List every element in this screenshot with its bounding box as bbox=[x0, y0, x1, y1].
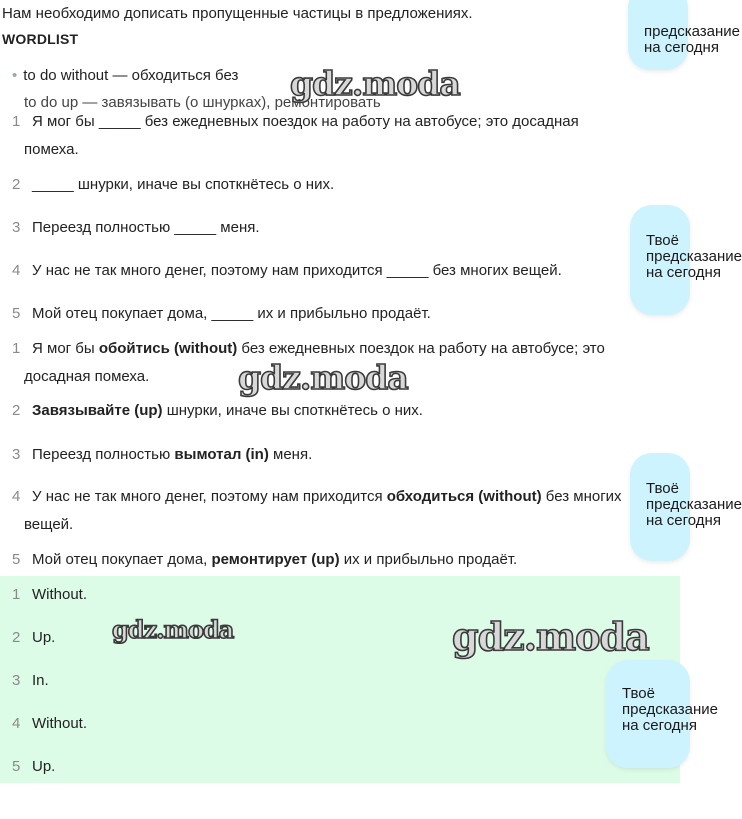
question-row: 2 _____ шнурки, иначе вы споткнётесь о них. bbox=[12, 176, 335, 193]
filled-row: 5 Мой отец покупает дома, ремонтирует (up) их и прибыльно продаёт. bbox=[12, 551, 518, 568]
watermark-logo: gdz.moda bbox=[238, 358, 408, 397]
bullet-icon: • bbox=[12, 67, 18, 84]
watermark-logo: gdz.moda bbox=[452, 614, 649, 659]
promo-bubble[interactable]: Твоё предсказание на сегодня bbox=[606, 660, 690, 768]
promo-bubble[interactable]: Твоё предсказание на сегодня bbox=[630, 453, 690, 561]
wordlist-title: WORDLIST bbox=[2, 31, 79, 47]
question-row: 5 Мой отец покупает дома, _____ их и прибыльно продаёт. bbox=[12, 305, 431, 322]
answer-row: 4 Without. bbox=[12, 715, 88, 732]
watermark-logo: gdz.moda bbox=[112, 615, 234, 644]
watermark-logo: gdz.moda bbox=[290, 64, 460, 103]
answer-row: 1 Without. bbox=[12, 586, 88, 603]
filled-row: 3 Переезд полностью вымотал (in) меня. bbox=[12, 446, 313, 463]
task-description: Нам необходимо дописать пропущенные частицы в предложениях. bbox=[2, 5, 473, 22]
answer-row: 5 Up. bbox=[12, 758, 56, 775]
promo-bubble[interactable]: Твоё предсказание на сегодня bbox=[630, 205, 690, 315]
answers-panel bbox=[0, 576, 680, 783]
wordlist-item: • to do without — обходиться без bbox=[12, 67, 239, 84]
wordlist-item-clipped: to do up — завязывать (о шнурках), ремонтировать bbox=[24, 94, 381, 111]
question-row: 4 У нас не так много денег, поэтому нам приходится _____ без многих вещей. bbox=[12, 262, 562, 279]
answer-row: 3 In. bbox=[12, 672, 49, 689]
answer-row: 2 Up. bbox=[12, 629, 56, 646]
question-row: 3 Переезд полностью _____ меня. bbox=[12, 219, 260, 236]
filled-row: 2 Завязывайте (up) шнурки, иначе вы споткнётесь о них. bbox=[12, 402, 423, 419]
filled-row: 4 У нас не так много денег, поэтому нам приходится обходиться (without) без многих вещей. bbox=[12, 488, 622, 533]
question-row: 1 Я мог бы _____ без ежедневных поездок на работу на автобусе; это досадная помеха. bbox=[12, 113, 579, 158]
promo-bubble[interactable]: предсказание на сегодня bbox=[628, 0, 688, 70]
filled-row: 1 Я мог бы обойтись (without) без ежедневных поездок на работу на автобусе; это досадная помеха. bbox=[12, 340, 605, 385]
